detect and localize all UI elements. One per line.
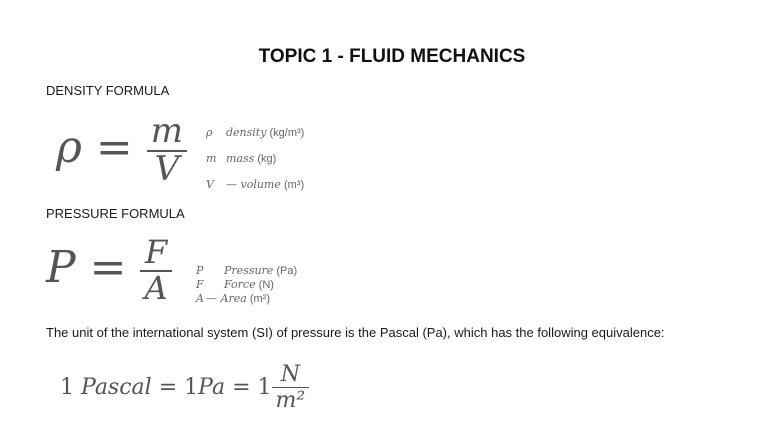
pressure-formula xyxy=(46,233,172,307)
pressure-legend-row xyxy=(196,278,297,292)
pressure-legend-row xyxy=(196,292,297,306)
legend-symbol: F xyxy=(196,278,204,291)
pressure-equals: = xyxy=(89,242,127,294)
legend-symbol: A xyxy=(196,292,204,305)
pressure-numerator: F xyxy=(144,233,168,271)
density-denominator: V xyxy=(147,150,187,188)
legend-description: mass xyxy=(226,152,255,165)
pascal-fraction xyxy=(272,362,310,414)
legend-description: Force xyxy=(224,278,256,291)
legend-unit: (Pa) xyxy=(276,265,298,277)
density-heading: DENSITY FORMULA xyxy=(46,83,170,98)
pascal-denominator: m² xyxy=(272,387,310,413)
pascal-formula xyxy=(60,362,309,414)
legend-symbol: m xyxy=(206,152,217,165)
density-legend-row xyxy=(206,146,304,172)
density-equals: = xyxy=(95,122,133,174)
density-legend xyxy=(206,120,304,198)
pressure-legend xyxy=(196,264,297,306)
si-unit-sentence: The unit of the international system (SI) of pressure is the Pascal (Pa), which has the following equivalence: xyxy=(46,325,665,340)
page-title: TOPIC 1 - FLUID MECHANICS xyxy=(258,46,526,67)
pressure-fraction xyxy=(140,233,171,307)
legend-description: density xyxy=(226,126,267,139)
legend-description: Pressure xyxy=(224,264,274,277)
pressure-lhs: P xyxy=(46,242,76,294)
legend-symbol: V xyxy=(206,178,214,191)
density-lhs: ρ xyxy=(56,122,82,174)
legend-description: — volume xyxy=(226,178,281,191)
pressure-heading: PRESSURE FORMULA xyxy=(46,206,185,221)
density-formula xyxy=(56,111,187,189)
density-legend-row xyxy=(206,120,304,146)
density-legend-row xyxy=(206,172,304,198)
legend-symbol: ρ xyxy=(206,126,213,139)
pascal-equals-one-b: = 1 xyxy=(232,374,272,400)
pascal-equals-one: = 1 xyxy=(158,374,199,400)
pressure-legend-row xyxy=(196,264,297,278)
density-fraction xyxy=(147,111,187,189)
legend-unit: (kg/m³) xyxy=(269,127,305,139)
legend-unit: (N) xyxy=(258,279,274,291)
legend-unit: (kg) xyxy=(257,153,277,165)
pascal-number: 1 xyxy=(60,374,74,400)
pascal-word: Pascal xyxy=(81,374,152,400)
pascal-numerator: N xyxy=(280,362,300,387)
density-numerator: m xyxy=(150,111,183,151)
pascal-abbrev: Pa xyxy=(198,374,226,400)
legend-unit: (m³) xyxy=(283,179,305,191)
legend-description: — Area xyxy=(206,292,247,305)
legend-unit: (m²) xyxy=(249,293,270,305)
legend-symbol: P xyxy=(196,264,204,277)
pressure-denominator: A xyxy=(140,270,171,306)
